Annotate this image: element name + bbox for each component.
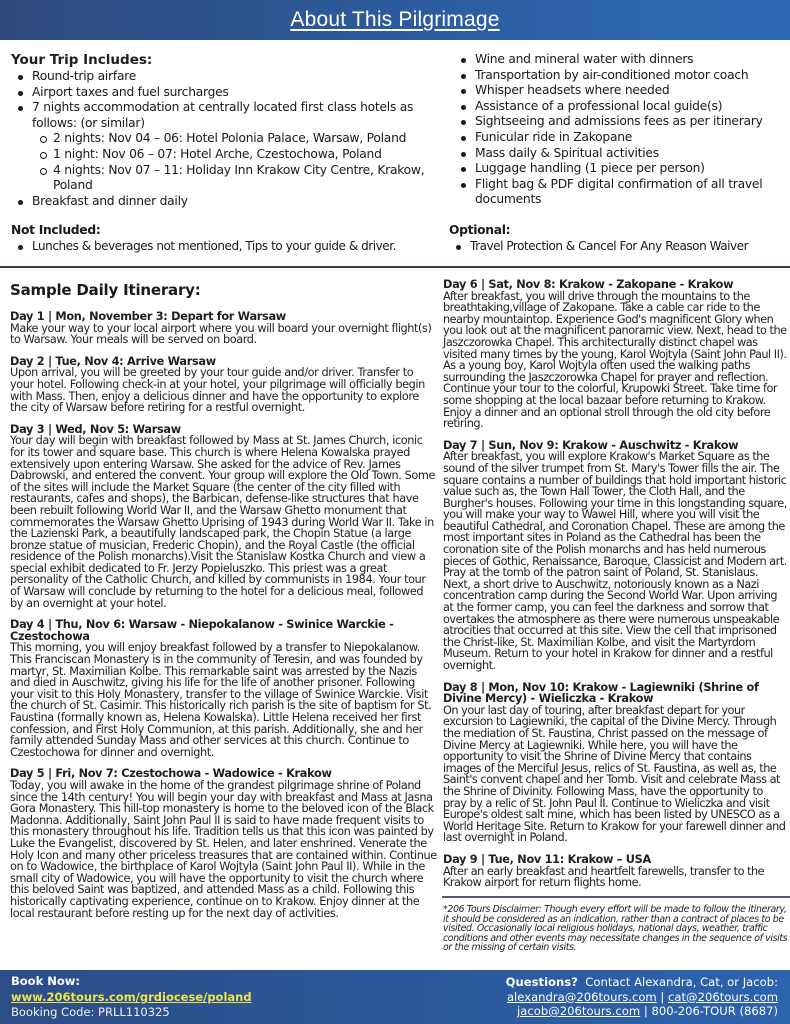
contact-text: Contact Alexandra, Cat, or Jacob:	[585, 975, 778, 989]
list-item: Wine and mineral water with dinners	[454, 52, 790, 68]
itinerary-day-9	[443, 854, 787, 889]
itinerary-day-4	[10, 619, 438, 758]
day-text: This morning, you will enjoy breakfast followed by a transfer to Niepokalanow. This Franciscan Monastery is in the community of Teresin, and was founded by martyr, St. Maximilian Kolbe. This remarkable saint was arrested by the Nazis and died in Auschwitz, giving his life for the life of another prisoner. Following your visit to this Holy Monastery, transfer to the village of Swinice Warckie. Visit the church of St. Casimir. This historically rich parish is the site of baptism for St. Faustina (formally known as, Helena Kowalska). Little Helena received her first confession, and First Holy Communion, at this parish. Additionally, she and her family attended Sunday Mass and other services at this church. Continue to Czestochowa for dinner and overnight.	[10, 641, 432, 759]
itinerary-day-5	[10, 768, 438, 919]
separator: |	[660, 989, 665, 1004]
includes-title: Your Trip Includes:	[11, 52, 153, 68]
page-header	[0, 0, 790, 40]
day-text: Your day will begin with breakfast followed by Mass at St. James Church, iconic for its tower and square base. This church is where Helena Kowalska prayed extensively upon entering Warsaw. She asked for the advice of Rev. James Dabrowski, and entered the convent. Your group will explore the Old Town. Some of the sites will include the Market Square (the center of the city filled with restaurants, cafes and shops), the Barbican, defense-like structures that have been rebuilt following World War II, and the Warsaw Ghetto monument that commemorates the Warsaw Ghetto Uprising of 1943 during World War II. Take in the Lazienski Park, a beautifully landscaped park, the Chopin Statue (a large bronze statue of musician, Frederic Chopin), and the Royal Castle (the official residence of the Polish monarchs).Visit the Stanislaw Kostka Church and view a special exhibit dedicated to Fr. Jerzy Popieluszko. This priest was a great personality of the Catholic Church, and killed by communists in 1984. Your tour of Warsaw will conclude by returning to the hotel for a delicious meal, followed by an overnight at your hotel.	[10, 434, 435, 610]
page-footer	[0, 970, 790, 1024]
booking-info	[11, 974, 252, 1020]
hotel-item: 1 night: Nov 06 – 07: Hotel Arche, Czestochowa, Poland	[11, 147, 441, 163]
email-jacob-link[interactable]: jacob@206tours.com	[517, 1004, 641, 1018]
day-text: Upon arrival, you will be greeted by your tour guide and/or driver. Transfer to your hotel. Following check-in at your hotel, your pilgrimage will officially begin with Mass. Then, enjoy a delicious dinner and have the opportunity to explore the city of Warsaw before retiring for a restful overnight.	[10, 366, 425, 415]
questions-label: Questions?	[505, 975, 578, 989]
list-item: Lunches & beverages not mentioned, Tips to your guide & driver.	[11, 239, 451, 255]
booking-url-link[interactable]: www.206tours.com/grdiocese/poland	[11, 990, 252, 1004]
list-item: Breakfast and dinner daily	[11, 194, 441, 210]
itinerary-day-6	[443, 279, 787, 430]
itinerary-day-3	[10, 424, 438, 610]
day-title: Day 7 | Sun, Nov 9: Krakow - Auschwitz - Krakow	[443, 438, 739, 452]
includes-list-right	[454, 52, 790, 208]
list-item: Assistance of a professional local guide(s)	[454, 99, 790, 115]
day-text: After breakfast, you will explore Krakow's Market Square as the sound of the silver trumpet from St. Mary's Tower fills the air. The square contains a number of buildings that hold important historic value such as, the Town Hall Tower, the Cloth Hall, and the Burgher's houses. Following your time in this longstanding square, you will make your way to Wawel Hill, where you will visit the beautiful Cathedral, and Coronation Chapel. These are among the most important sites in Poland as the Cathedral has been the coronation site of the Polish monarchs and has held numerous pieces of Gothic, Renaissance, Baroque, Classicist and Modern art. Pray at the tomb of the patron saint of Poland, St. Stanislaus. Next, a short drive to Auschwitz, notoriously known as a Nazi concentration camp during the Second World War. Upon arriving at the former camp, you can feel the darkness and sorrow that overtakes the atmosphere as there were numerous unspeakable atrocities that occurred at this site. View the cell that imprisoned the Christ-like, St. Maximilian Kolbe, and visit the Martyrdom Museum. Return to your hotel in Krakow for dinner and a restful overnight.	[443, 450, 787, 672]
hotel-list	[11, 131, 441, 193]
includes-left-column	[11, 52, 441, 209]
list-item: Flight bag & PDF digital confirmation of all travel documents	[454, 177, 790, 208]
includes-list-left	[11, 69, 441, 209]
list-item: Whisper headsets where needed	[454, 83, 790, 99]
book-now-label: Book Now:	[11, 974, 80, 988]
not-included-section	[11, 222, 451, 255]
list-item: Mass daily & Spiritual activities	[454, 146, 790, 162]
itinerary-day-1	[10, 311, 438, 346]
list-item-text: 7 nights accommodation at centrally located first class hotels as follows: (or similar)	[32, 100, 414, 130]
not-included-title: Not Included:	[11, 223, 101, 237]
not-included-list	[11, 239, 451, 255]
email-line-1	[506, 990, 778, 1005]
disclaimer-text: *206 Tours Disclaimer: Though every effort will be made to follow the itinerary, it should be considered as an indication, rather than a contract of places to be visited. Occasionally local religious holidays, national days, weather, traffic conditions and other events may necessitate changes in the sequence of visits or the missing of certain visits.	[443, 904, 788, 954]
itinerary-left-column	[10, 281, 438, 929]
day-title: Day 9 | Tue, Nov 11: Krakow – USA	[443, 852, 651, 866]
list-item: Funicular ride in Zakopane	[454, 130, 790, 146]
optional-list	[449, 239, 789, 255]
itinerary-day-8	[443, 682, 787, 844]
day-title: Day 3 | Wed, Nov 5: Warsaw	[10, 422, 181, 436]
optional-section	[449, 222, 789, 255]
page-title: About This Pilgrimage	[290, 8, 500, 31]
includes-right-column	[454, 52, 790, 208]
list-item: Airport taxes and fuel surcharges	[11, 85, 441, 101]
disclaimer-divider	[442, 896, 790, 898]
email-alexandra-link[interactable]: alexandra@206tours.com	[506, 989, 657, 1004]
list-item: Round-trip airfare	[11, 69, 441, 85]
list-item: Travel Protection & Cancel For Any Reason Waiver	[449, 239, 789, 255]
contact-info	[506, 975, 778, 1019]
email-cat-link[interactable]: cat@206tours.com	[668, 989, 778, 1004]
itinerary-right-column	[443, 279, 787, 899]
hotel-item: 2 nights: Nov 04 – 06: Hotel Polonia Palace, Warsaw, Poland	[11, 131, 441, 147]
contact-line	[506, 975, 778, 990]
day-title: Day 2 | Tue, Nov 4: Arrive Warsaw	[10, 354, 216, 368]
optional-title: Optional:	[449, 223, 511, 237]
booking-code: Booking Code: PRLL110325	[11, 1005, 170, 1019]
day-text: Today, you will awake in the home of the grandest pilgrimage shrine of Poland since the 14th century! You will begin your day with breakfast and Mass at Jasna Gora Monastery. This hill-top monastery is home to the beloved icon of the Black Madonna. Additionally, Saint John Paul II is said to have made frequent visits to this monastery throughout his life. Tradition tells us that this icon was painted by Luke the Evangelist, discovered by St. Helen, and later enshrined. Venerate the Holy Icon and many other priceless treasures that are contained within. Continue on to Wadowice, the birthplace of Karol Wojtyla (Saint John Paul II). While in the small city of Wadowice, you will have the opportunity to visit the church where this beloved Saint was baptized, and attended Mass as a child. Following this historically captivating experience, continue on to Krakow. Enjoy dinner at the local restaurant before resting up for the next day of activities.	[10, 778, 437, 920]
itinerary-title: Sample Daily Itinerary:	[10, 281, 201, 299]
list-item: Luggage handling (1 piece per person)	[454, 161, 790, 177]
day-title: Day 4 | Thu, Nov 6: Warsaw - Niepokalanow - Swinice Warckie - Czestochowa	[10, 618, 394, 643]
list-item: Transportation by air-conditioned motor coach	[454, 68, 790, 84]
email-line-2	[506, 1004, 778, 1019]
hotel-item: 4 nights: Nov 07 – 11: Holiday Inn Krakow City Centre, Krakow, Poland	[11, 163, 441, 194]
day-text: Make your way to your local airport where you will board your overnight flight(s) to Warsaw. Your meals will be served on board.	[10, 321, 432, 347]
day-text: After breakfast, you will drive through the mountains to the breathtaking,village of Zakopane. Take a cable car ride to the nearby mountaintop. Experience God's magnificent Glory when you look out at the magnificent panoramic view. Next, head to the Jaszczorowka Chapel. This architecturally distinct chapel was visited many times by the young, Karol Wojtyla (Saint John Paul II). As a young boy, Karol Wojtyla often used the walking paths surrounding the Jaszczorowka Chapel for prayer and reflection. Continue your tour to the colorful, Krupowki Street. Take time for some shopping at the local bazaar before returning to Krakow. Enjoy a dinner and an optional stroll through the old city before retiring.	[443, 289, 787, 431]
day-title: Day 6 | Sat, Nov 8: Krakow - Zakopane - Krakow	[443, 278, 734, 291]
day-title: Day 5 | Fri, Nov 7: Czestochowa - Wadowice - Krakow	[10, 767, 332, 781]
day-title: Day 8 | Mon, Nov 10: Krakow - Lagiewniki (Shrine of Divine Mercy) - Wieliczka - Krakow	[443, 680, 759, 706]
section-divider	[0, 266, 790, 268]
day-text: After an early breakfast and heartfelt farewells, transfer to the Krakow airport for return flights home.	[443, 864, 765, 890]
day-title: Day 1 | Mon, November 3: Depart for Warsaw	[10, 310, 286, 323]
itinerary-day-7	[443, 440, 787, 672]
day-text: On your last day of touring, after breakfast depart for your excursion to Lagiewniki, the capital of the Divine Mercy. Through the mediation of St. Faustina, Christ passed on the message of Divine Mercy at Lagiewniki. While here, you will have the opportunity to visit the Shrine of Divine Mercy that contains images of the Merciful Jesus, relics of St. Faustina, as well as, the Saint's convent chapel and her Tomb. Visit and celebrate Mass at the Shrine of Divinity. Following Mass, have the opportunity to pray by a relic of St. John Paul II. Continue to Wieliczka and visit Europe's oldest salt mine, which has been listed by UNESCO as a World Heritage Site. Return to Krakow for your farewell dinner and last overnight in Poland.	[443, 703, 786, 845]
list-item	[11, 100, 441, 194]
separator: |	[643, 1004, 648, 1018]
list-item: Sightseeing and admissions fees as per itinerary	[454, 114, 790, 130]
itinerary-day-2	[10, 356, 438, 414]
phone-number: 800-206-TOUR (8687)	[651, 1004, 778, 1018]
